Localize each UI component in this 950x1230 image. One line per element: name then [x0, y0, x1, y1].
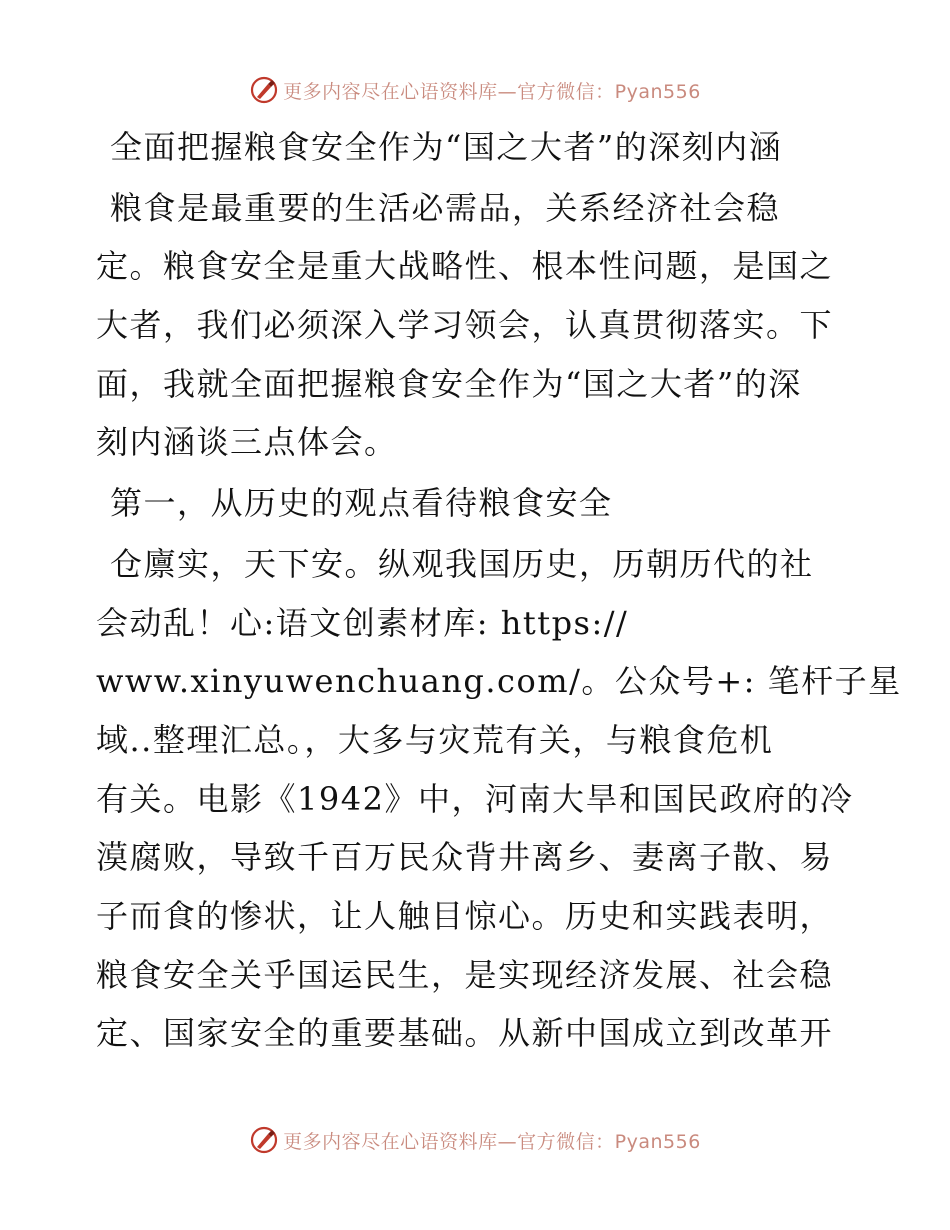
paragraph-line: 有关。电影《1942》中，河南大旱和国民政府的冷 [96, 779, 854, 818]
footer-banner-text: 更多内容尽在心语资料库—官方微信：Pyan556 [283, 1130, 701, 1153]
paragraph-line: 漠腐败，导致千百万民众背井离乡、妻离子散、易 [96, 838, 834, 877]
header-banner [0, 70, 950, 110]
pen-logo-icon [249, 1125, 279, 1155]
document-body [96, 118, 902, 1063]
paragraph-line: www.xinyuwenchuang.com/。公众号+: 笔杆子星 [96, 662, 902, 701]
paragraph-line: 定、国家安全的重要基础。从新中国成立到改革开 [96, 1014, 834, 1053]
paragraph-line: 粮食是最重要的生活必需品，关系经济社会稳 [110, 188, 781, 227]
pen-logo-icon [249, 75, 279, 105]
section-heading: 第一，从历史的观点看待粮食安全 [110, 484, 613, 523]
paragraph-line: 大者，我们必须深入学习领会，认真贯彻落实。下 [96, 306, 834, 345]
footer-banner [0, 1120, 950, 1160]
document-title: 全面把握粮食安全作为“国之大者”的深刻内涵 [110, 128, 783, 166]
header-banner-text: 更多内容尽在心语资料库—官方微信：Pyan556 [283, 80, 701, 103]
paragraph-line: 会动乱！心:语文创素材库: https:// [96, 603, 629, 642]
paragraph-line: 刻内涵谈三点体会。 [96, 423, 398, 462]
paragraph-line: 仓廪实，天下安。纵观我国历史，历朝历代的社 [110, 544, 814, 583]
paragraph-line: 粮食安全关乎国运民生，是实现经济发展、社会稳 [96, 955, 834, 994]
paragraph-line: 子而食的惨状，让人触目惊心。历史和实践表明， [96, 896, 834, 935]
paragraph-line: 面，我就全面把握粮食安全作为“国之大者”的深 [96, 364, 802, 403]
paragraph-line: 域..整理汇总。，大多与灾荒有关，与粮食危机 [96, 720, 774, 759]
paragraph-line: 定。粮食安全是重大战略性、根本性问题，是国之 [96, 247, 834, 286]
